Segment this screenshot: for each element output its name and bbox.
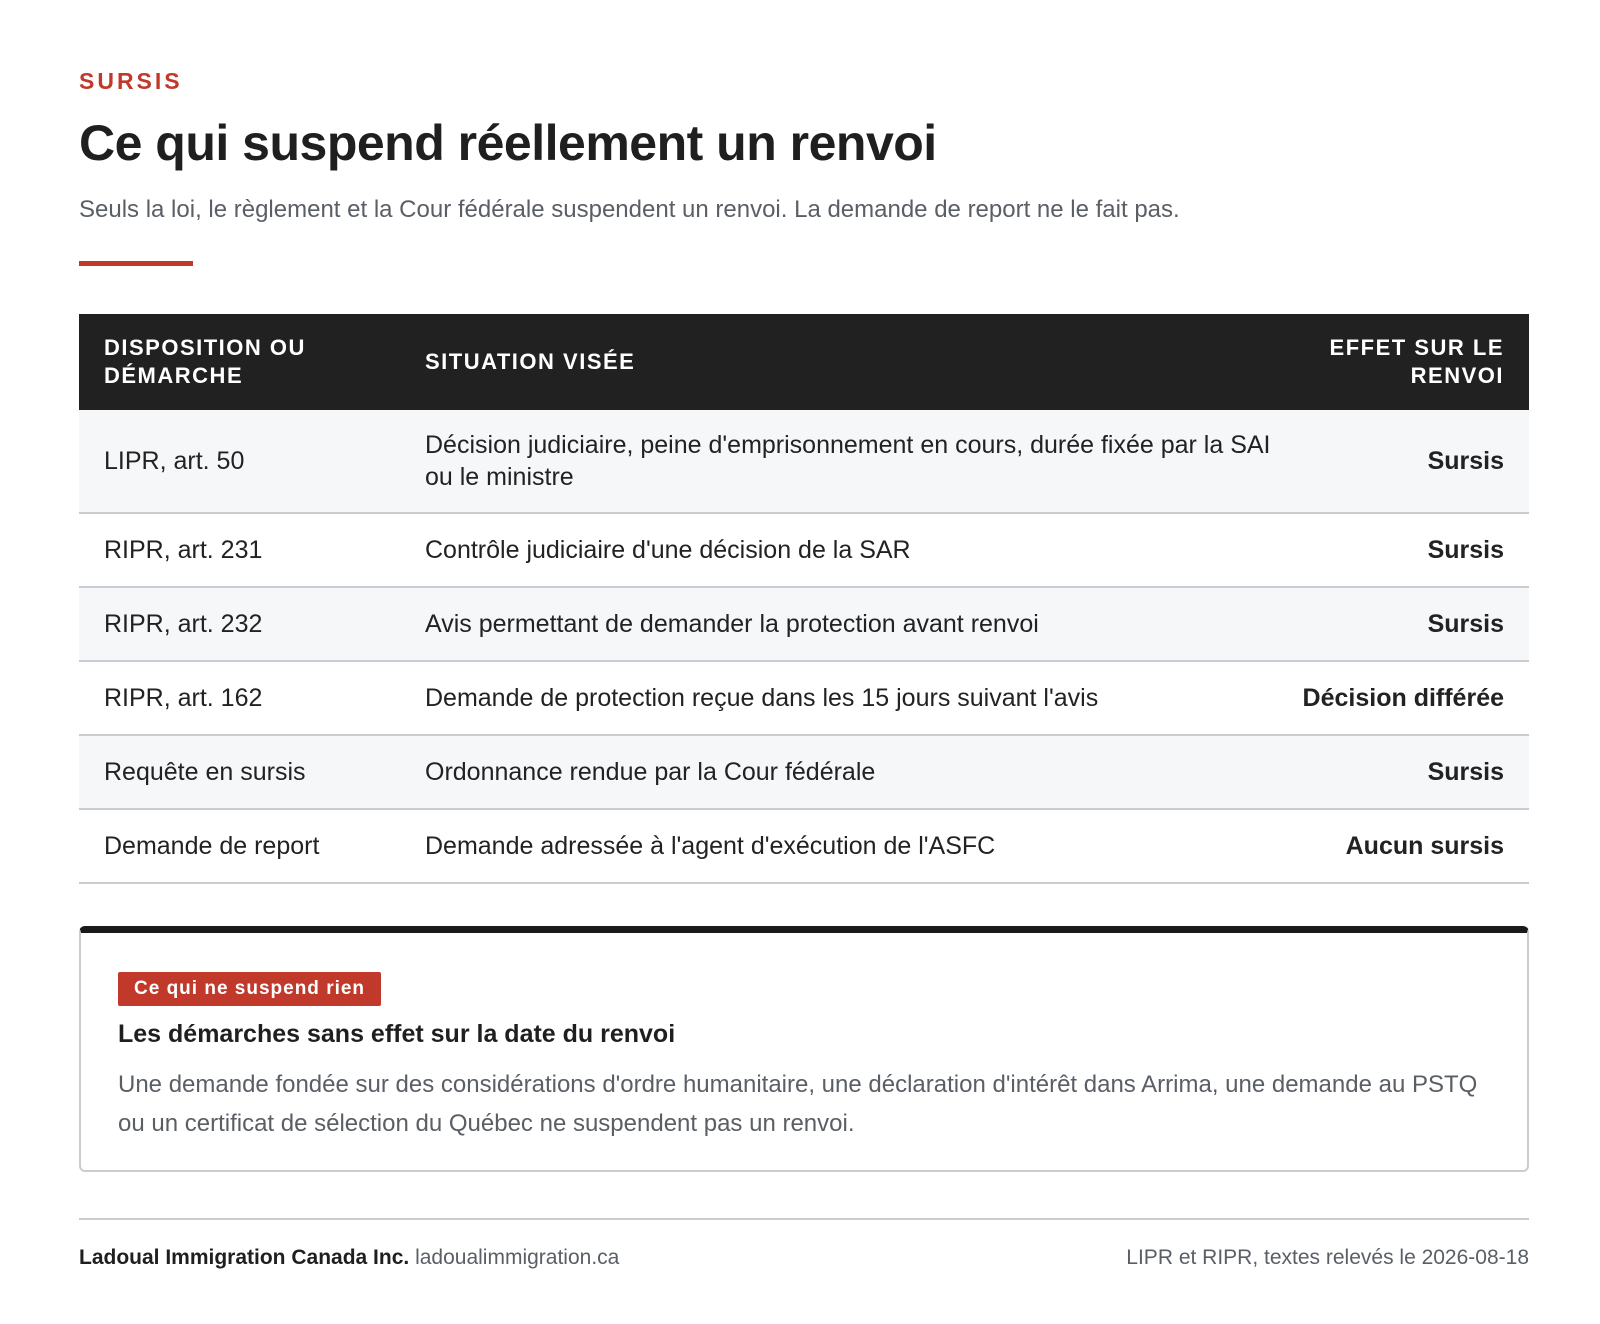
table-header — [79, 314, 1529, 410]
table-row — [79, 810, 1529, 884]
page-subtitle: Seuls la loi, le règlement et la Cour fédérale suspendent un renvoi. La demande de report ne le fait pas. — [79, 196, 1180, 223]
footer-credit — [79, 1246, 619, 1270]
cell-disposition: Requête en sursis — [104, 758, 306, 786]
footer-org: Ladoual Immigration Canada Inc. — [79, 1246, 410, 1269]
cell-situation: Décision judiciaire, peine d'emprisonnement en cours, durée fixée par la SAI ou le ministre — [425, 431, 1271, 491]
callout-box — [79, 926, 1529, 1172]
stay-table — [79, 314, 1529, 884]
table-row — [79, 588, 1529, 662]
table-row — [79, 736, 1529, 810]
column-header-effet: EFFET SUR LE RENVOI — [1329, 335, 1504, 388]
cell-situation: Demande de protection reçue dans les 15 jours suivant l'avis — [425, 684, 1099, 712]
page-title: Ce qui suspend réellement un renvoi — [79, 115, 937, 171]
cell-disposition: RIPR, art. 231 — [104, 536, 263, 564]
cell-effet: Décision différée — [1302, 684, 1504, 712]
cell-situation: Ordonnance rendue par la Cour fédérale — [425, 758, 876, 786]
cell-effet: Sursis — [1427, 758, 1504, 786]
column-header-disposition: DISPOSITION OU DÉMARCHE — [104, 335, 306, 388]
cell-situation: Contrôle judiciaire d'une décision de la SAR — [425, 536, 911, 564]
callout-title: Les démarches sans effet sur la date du renvoi — [118, 1020, 676, 1048]
cell-disposition: RIPR, art. 162 — [104, 684, 263, 712]
cell-effet: Sursis — [1427, 447, 1504, 475]
accent-divider — [79, 261, 193, 266]
table-row — [79, 514, 1529, 588]
cell-disposition: RIPR, art. 232 — [104, 610, 263, 638]
footer-source: LIPR et RIPR, textes relevés le 2026-08-18 — [1126, 1246, 1529, 1269]
cell-disposition: Demande de report — [104, 832, 320, 860]
footer-site: ladoualimmigration.ca — [415, 1246, 620, 1269]
cell-situation: Avis permettant de demander la protection avant renvoi — [425, 610, 1039, 638]
callout-badge: Ce qui ne suspend rien — [118, 972, 381, 1006]
cell-disposition: LIPR, art. 50 — [104, 447, 245, 475]
callout-body: Une demande fondée sur des considérations d'ordre humanitaire, une déclaration d'intérêt dans Arrima, une demande au PSTQ ou un certificat de sélection du Québec ne suspendent pas un renvoi. — [118, 1071, 1478, 1137]
section-kicker: SURSIS — [79, 68, 183, 94]
cell-effet: Aucun sursis — [1345, 832, 1504, 860]
footer-divider — [79, 1218, 1529, 1220]
cell-situation: Demande adressée à l'agent d'exécution de l'ASFC — [425, 832, 996, 860]
table-row — [79, 662, 1529, 736]
cell-effet: Sursis — [1427, 610, 1504, 638]
table-row — [79, 410, 1529, 514]
column-header-situation: SITUATION VISÉE — [425, 349, 636, 374]
cell-effet: Sursis — [1427, 536, 1504, 564]
